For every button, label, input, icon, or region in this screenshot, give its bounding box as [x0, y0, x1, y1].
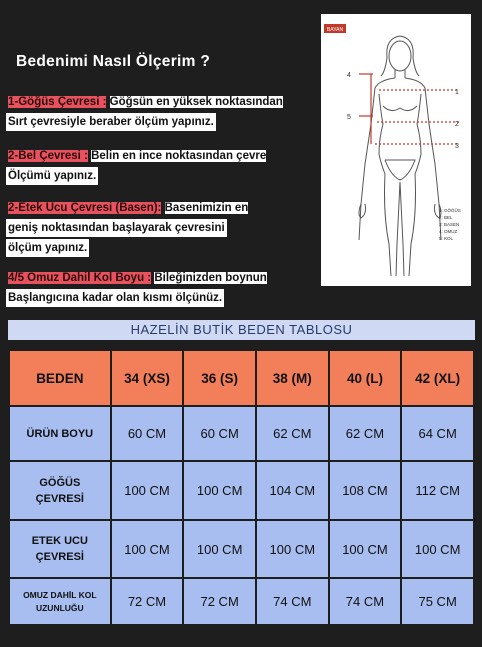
- table-cell: 62 CM: [257, 407, 328, 460]
- instruction-chest: [6, 93, 285, 133]
- marker-label: 1: [455, 89, 459, 96]
- instruction-text: Basenimizin en: [164, 202, 249, 214]
- instruction-waist: [6, 147, 268, 187]
- legend-item: 1: GÖĞÜS: [439, 208, 461, 213]
- instruction-text: ölçüm yapınız.: [6, 239, 89, 257]
- legend-item: 4: OMUZ: [439, 229, 458, 234]
- table-cell: 104 CM: [257, 462, 328, 519]
- table-cell: 74 CM: [330, 579, 401, 624]
- table-cell: 112 CM: [402, 462, 473, 519]
- table-cell: 100 CM: [184, 462, 255, 519]
- instruction-label: 2-Bel Çevresi :: [8, 150, 88, 162]
- body-measurement-figure: [321, 14, 471, 286]
- table-row: [10, 579, 473, 624]
- table-row: [10, 407, 473, 460]
- table-cell: 74 CM: [257, 579, 328, 624]
- table-cell: 100 CM: [184, 521, 255, 577]
- instruction-label: 4/5 Omuz Dahil Kol Boyu :: [8, 272, 152, 284]
- header-cell: 38 (M): [257, 351, 328, 405]
- marker-label: 5: [347, 114, 351, 121]
- figure-tag: BAYAN: [326, 27, 344, 33]
- table-cell: 100 CM: [112, 521, 183, 577]
- table-row: [10, 521, 473, 577]
- header-cell: 34 (XS): [112, 351, 183, 405]
- body-outline-icon: [321, 14, 471, 286]
- instruction-text: Göğsün en yüksek noktasından: [109, 96, 283, 108]
- instruction-text: Sırt çevresiyle beraber ölçüm yapınız.: [6, 113, 216, 131]
- size-table-title: HAZELİN BUTİK BEDEN TABLOSU: [8, 320, 475, 340]
- row-label: ÜRÜN BOYU: [10, 407, 110, 460]
- row-label: GÖĞÜS ÇEVRESİ: [10, 462, 110, 519]
- header-cell: 36 (S): [184, 351, 255, 405]
- marker-label: 4: [347, 72, 351, 79]
- table-cell: 72 CM: [184, 579, 255, 624]
- instruction-text: Bileğinizden boynun: [154, 272, 267, 284]
- table-cell: 100 CM: [112, 462, 183, 519]
- marker-label: 3: [455, 143, 459, 150]
- page-title: Bedenimi Nasıl Ölçerim ?: [16, 53, 211, 70]
- row-label: ETEK UCU ÇEVRESİ: [10, 521, 110, 577]
- instruction-text: Belin en ince noktasından çevre: [91, 150, 267, 162]
- table-cell: 60 CM: [184, 407, 255, 460]
- instruction-text: Başlangıcına kadar olan kısmı ölçünüz.: [6, 289, 224, 307]
- size-table: [8, 349, 475, 626]
- header-cell: BEDEN: [10, 351, 110, 405]
- table-cell: 60 CM: [112, 407, 183, 460]
- legend-item: 5: KOL: [439, 236, 454, 241]
- table-header-row: [10, 351, 473, 405]
- header-cell: 40 (L): [330, 351, 401, 405]
- legend-item: 3: BASEN: [439, 222, 460, 227]
- instruction-arm: [6, 269, 269, 309]
- instruction-label: 1-Göğüs Çevresi :: [8, 96, 107, 108]
- table-cell: 100 CM: [257, 521, 328, 577]
- header-cell: 42 (XL): [402, 351, 473, 405]
- table-row: [10, 462, 473, 519]
- table-cell: 72 CM: [112, 579, 183, 624]
- table-cell: 64 CM: [402, 407, 473, 460]
- row-label: OMUZ DAHİL KOL UZUNLUĞU: [10, 579, 110, 624]
- table-cell: 75 CM: [402, 579, 473, 624]
- table-cell: 100 CM: [402, 521, 473, 577]
- legend-item: 2: BEL: [439, 215, 453, 220]
- marker-label: 2: [455, 121, 459, 128]
- instruction-text: Ölçümü yapınız.: [6, 167, 98, 185]
- instruction-text: geniş noktasından başlayarak çevresini: [6, 219, 227, 237]
- instruction-label: 2-Etek Ucu Çevresi (Basen):: [8, 202, 162, 214]
- instruction-hip: [6, 199, 250, 259]
- table-cell: 100 CM: [330, 521, 401, 577]
- table-cell: 108 CM: [330, 462, 401, 519]
- table-cell: 62 CM: [330, 407, 401, 460]
